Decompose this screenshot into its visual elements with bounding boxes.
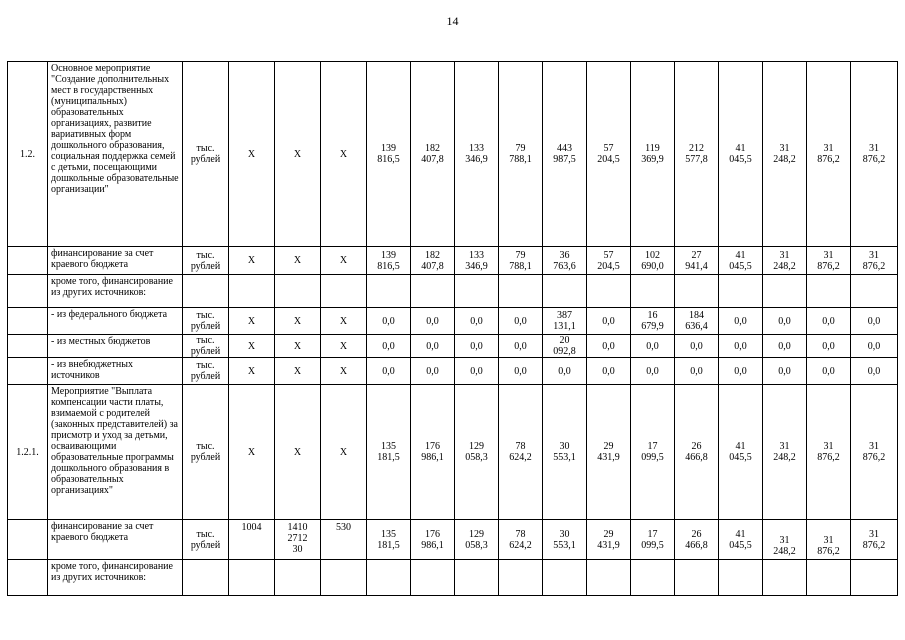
year-value-cell (411, 62, 455, 247)
year-value-cell (543, 335, 587, 358)
year-value-cell (367, 308, 411, 335)
code-expense-cell-text: X (339, 365, 348, 377)
code-target-cell (275, 385, 321, 520)
code-section-cell-text: X (247, 255, 256, 266)
year-value-cell-text: 41 045,5 (729, 528, 752, 551)
year-value-cell-text: 41 045,5 (729, 249, 752, 272)
year-value-cell (851, 62, 898, 247)
row-number-cell (8, 520, 48, 560)
table-row (8, 62, 898, 247)
year-value-cell-text: 0,0 (602, 340, 615, 352)
year-value-cell-text: 182 407,8 (421, 249, 444, 272)
year-value-cell (851, 560, 898, 596)
year-value-cell (763, 520, 807, 560)
code-target-cell-text: X (293, 315, 302, 327)
code-expense-cell-text: X (339, 255, 348, 266)
year-value-cell (455, 62, 499, 247)
year-value-cell-text: 41 045,5 (729, 441, 752, 463)
year-value-cell-text: 129 058,3 (465, 441, 488, 463)
code-section-cell-text: X (247, 340, 256, 352)
code-expense-cell (321, 560, 367, 596)
code-section-cell (229, 560, 275, 596)
year-value-cell (543, 62, 587, 247)
row-name-cell (48, 247, 183, 275)
unit-cell (183, 308, 229, 335)
year-value-cell (719, 62, 763, 247)
year-value-cell (587, 275, 631, 308)
page-number: 14 (446, 14, 459, 28)
year-value-cell (587, 308, 631, 335)
row-name-cell-text: - из местных бюджетов (51, 336, 151, 347)
year-value-cell (763, 275, 807, 308)
year-value-cell (543, 247, 587, 275)
year-value-cell (631, 275, 675, 308)
row-number-cell-text: 1.2.1. (16, 446, 39, 458)
unit-cell-text: тыс. рублей (190, 335, 221, 357)
year-value-cell (763, 308, 807, 335)
year-value-cell (631, 358, 675, 385)
table-row (8, 335, 898, 358)
year-value-cell-text: 31 876,2 (817, 143, 840, 165)
year-value-cell-text: 139 816,5 (377, 143, 400, 165)
year-value-cell-text: 0,0 (822, 340, 835, 352)
code-expense-cell (321, 308, 367, 335)
year-value-cell (851, 520, 898, 560)
year-value-cell-text: 212 577,8 (685, 143, 708, 165)
year-value-cell (587, 335, 631, 358)
year-value-cell-text: 129 058,3 (465, 528, 488, 551)
table-row (8, 275, 898, 308)
year-value-cell (587, 247, 631, 275)
year-value-cell-text: 17 099,5 (641, 441, 664, 463)
row-number-cell (8, 247, 48, 275)
year-value-cell (719, 358, 763, 385)
year-value-cell-text: 176 986,1 (421, 441, 444, 463)
unit-cell (183, 358, 229, 385)
year-value-cell (763, 358, 807, 385)
year-value-cell-text: 176 986,1 (421, 528, 444, 551)
code-target-cell-text: X (293, 446, 302, 458)
year-value-cell-text: 20 092,8 (553, 335, 576, 357)
row-name-cell-text: финансирование за счет краевого бюджета (51, 521, 154, 543)
year-value-cell (543, 560, 587, 596)
code-expense-cell-text: X (339, 446, 348, 458)
code-expense-cell (321, 335, 367, 358)
year-value-cell-text: 57 204,5 (597, 143, 620, 165)
year-value-cell-text: 0,0 (558, 365, 571, 377)
year-value-cell (675, 358, 719, 385)
code-target-cell-text: 1410 2712 30 (287, 522, 308, 555)
year-value-cell-text: 0,0 (778, 365, 791, 377)
year-value-cell-text: 135 181,5 (377, 528, 400, 551)
year-value-cell (851, 358, 898, 385)
code-expense-cell-text: X (339, 340, 348, 352)
year-value-cell (411, 358, 455, 385)
code-section-cell-text: X (247, 365, 256, 377)
year-value-cell (543, 385, 587, 520)
year-value-cell (455, 335, 499, 358)
year-value-cell-text: 387 131,1 (553, 310, 576, 332)
year-value-cell-text: 139 816,5 (377, 249, 400, 272)
year-value-cell-text: 17 099,5 (641, 528, 664, 551)
row-name-cell-text: финансирование за счет краевого бюджета (51, 248, 154, 270)
code-target-cell-text: X (293, 255, 302, 266)
year-value-cell-text: 79 788,1 (509, 143, 532, 165)
year-value-cell-text: 29 431,9 (597, 441, 620, 463)
year-value-cell (719, 247, 763, 275)
year-value-cell (763, 385, 807, 520)
code-section-cell (229, 520, 275, 560)
year-value-cell-text: 36 763,6 (553, 249, 576, 272)
code-target-cell (275, 275, 321, 308)
year-value-cell-text: 31 248,2 (773, 534, 796, 557)
year-value-cell-text: 0,0 (514, 340, 527, 352)
year-value-cell (675, 308, 719, 335)
year-value-cell (455, 560, 499, 596)
year-value-cell-text: 0,0 (734, 365, 747, 377)
year-value-cell (499, 62, 543, 247)
year-value-cell (455, 247, 499, 275)
code-expense-cell (321, 275, 367, 308)
code-target-cell-text: X (293, 365, 302, 377)
year-value-cell (851, 247, 898, 275)
code-section-cell (229, 385, 275, 520)
year-value-cell-text: 0,0 (514, 365, 527, 377)
year-value-cell (807, 358, 851, 385)
year-value-cell (719, 560, 763, 596)
year-value-cell (499, 308, 543, 335)
year-value-cell (763, 335, 807, 358)
row-name-cell (48, 520, 183, 560)
unit-cell-text: тыс. рублей (190, 143, 221, 165)
year-value-cell (455, 385, 499, 520)
year-value-cell (455, 520, 499, 560)
code-section-cell-text: 1004 (241, 522, 262, 533)
year-value-cell (631, 247, 675, 275)
year-value-cell-text: 16 679,9 (641, 310, 664, 332)
year-value-cell-text: 79 788,1 (509, 249, 532, 272)
year-value-cell (763, 560, 807, 596)
year-value-cell-text: 0,0 (470, 365, 483, 377)
year-value-cell (631, 520, 675, 560)
year-value-cell-text: 0,0 (470, 340, 483, 352)
year-value-cell-text: 31 876,2 (862, 143, 886, 165)
year-value-cell-text: 0,0 (646, 340, 659, 352)
year-value-cell (587, 385, 631, 520)
code-target-cell (275, 62, 321, 247)
code-target-cell (275, 335, 321, 358)
year-value-cell-text: 0,0 (470, 315, 483, 327)
row-number-cell (8, 385, 48, 520)
year-value-cell-text: 31 248,2 (773, 143, 796, 165)
table-row (8, 560, 898, 596)
year-value-cell-text: 31 876,2 (862, 249, 886, 272)
year-value-cell-text: 30 553,1 (553, 528, 576, 551)
code-target-cell (275, 560, 321, 596)
year-value-cell-text: 0,0 (426, 315, 439, 327)
unit-cell-text: тыс. рублей (190, 360, 221, 382)
year-value-cell (455, 275, 499, 308)
year-value-cell (455, 358, 499, 385)
unit-cell-text: тыс. рублей (190, 528, 221, 551)
code-section-cell (229, 308, 275, 335)
year-value-cell (499, 275, 543, 308)
year-value-cell (807, 385, 851, 520)
code-expense-cell-text: X (339, 315, 348, 327)
unit-cell (183, 62, 229, 247)
year-value-cell (675, 560, 719, 596)
code-target-cell-text: X (293, 148, 302, 160)
table-row (8, 247, 898, 275)
year-value-cell (807, 275, 851, 308)
row-name-cell-text: Основное мероприятие "Создание дополнительных мест в государственных (муниципальных) образовательных организациях, развитие вариативных форм дошкольного образования, социальная поддержка семей с детьми, посещающими дошкольные образовательные организации" (51, 63, 179, 195)
year-value-cell (411, 385, 455, 520)
year-value-cell-text: 29 431,9 (597, 528, 620, 551)
code-expense-cell (321, 62, 367, 247)
row-name-cell (48, 385, 183, 520)
code-expense-cell (321, 520, 367, 560)
year-value-cell (367, 385, 411, 520)
year-value-cell (719, 335, 763, 358)
year-value-cell (631, 62, 675, 247)
code-expense-cell (321, 247, 367, 275)
year-value-cell (719, 385, 763, 520)
row-number-cell (8, 335, 48, 358)
row-number-cell-text: 1.2. (20, 148, 35, 160)
unit-cell (183, 335, 229, 358)
year-value-cell (499, 335, 543, 358)
row-name-cell (48, 275, 183, 308)
unit-cell-text: тыс. рублей (190, 310, 221, 332)
year-value-cell-text: 0,0 (867, 315, 881, 327)
unit-cell-text: тыс. рублей (190, 441, 221, 463)
code-section-cell (229, 247, 275, 275)
code-expense-cell-text: X (339, 148, 348, 160)
year-value-cell (411, 520, 455, 560)
year-value-cell-text: 0,0 (426, 340, 439, 352)
year-value-cell (719, 308, 763, 335)
year-value-cell-text: 31 248,2 (773, 441, 796, 463)
year-value-cell (411, 308, 455, 335)
year-value-cell (587, 520, 631, 560)
year-value-cell (631, 560, 675, 596)
year-value-cell (543, 520, 587, 560)
year-value-cell (411, 247, 455, 275)
year-value-cell-text: 0,0 (690, 340, 703, 352)
year-value-cell-text: 78 624,2 (509, 528, 532, 551)
table-row (8, 308, 898, 335)
year-value-cell (367, 275, 411, 308)
year-value-cell-text: 31 876,2 (817, 534, 840, 557)
year-value-cell (499, 560, 543, 596)
unit-cell (183, 560, 229, 596)
year-value-cell (367, 520, 411, 560)
table-row (8, 385, 898, 520)
year-value-cell-text: 0,0 (867, 365, 881, 377)
year-value-cell (499, 247, 543, 275)
year-value-cell-text: 102 690,0 (641, 249, 664, 272)
year-value-cell (587, 560, 631, 596)
row-name-cell-text: кроме того, финансирование из других источников: (51, 276, 173, 298)
year-value-cell-text: 30 553,1 (553, 441, 576, 463)
year-value-cell (719, 520, 763, 560)
year-value-cell-text: 26 466,8 (685, 528, 708, 551)
year-value-cell-text: 0,0 (382, 365, 395, 377)
year-value-cell (675, 385, 719, 520)
year-value-cell (807, 62, 851, 247)
year-value-cell-text: 0,0 (822, 315, 835, 327)
code-section-cell-text: X (247, 148, 256, 160)
year-value-cell-text: 443 987,5 (553, 143, 576, 165)
year-value-cell-text: 119 369,9 (641, 143, 664, 165)
code-section-cell (229, 335, 275, 358)
table-row (8, 358, 898, 385)
year-value-cell (367, 335, 411, 358)
year-value-cell (543, 308, 587, 335)
year-value-cell (631, 308, 675, 335)
year-value-cell-text: 57 204,5 (597, 249, 620, 272)
year-value-cell (851, 308, 898, 335)
unit-cell (183, 275, 229, 308)
year-value-cell (631, 385, 675, 520)
year-value-cell (807, 335, 851, 358)
row-number-cell (8, 275, 48, 308)
year-value-cell (719, 275, 763, 308)
year-value-cell (411, 275, 455, 308)
row-name-cell (48, 358, 183, 385)
row-number-cell (8, 560, 48, 596)
code-section-cell (229, 275, 275, 308)
year-value-cell (367, 560, 411, 596)
year-value-cell-text: 0,0 (778, 315, 791, 327)
year-value-cell (807, 308, 851, 335)
year-value-cell-text: 31 876,2 (817, 441, 840, 463)
year-value-cell-text: 0,0 (602, 315, 615, 327)
unit-cell-text: тыс. рублей (190, 249, 221, 272)
code-section-cell-text: X (247, 446, 256, 458)
year-value-cell (675, 520, 719, 560)
year-value-cell-text: 133 346,9 (465, 143, 488, 165)
year-value-cell-text: 0,0 (382, 340, 395, 352)
year-value-cell-text: 0,0 (822, 365, 835, 377)
year-value-cell (675, 62, 719, 247)
unit-cell (183, 247, 229, 275)
code-target-cell (275, 520, 321, 560)
row-number-cell (8, 62, 48, 247)
year-value-cell (807, 247, 851, 275)
year-value-cell (367, 358, 411, 385)
year-value-cell-text: 184 636,4 (685, 310, 708, 332)
year-value-cell (543, 358, 587, 385)
year-value-cell-text: 0,0 (690, 365, 703, 377)
row-name-cell-text: кроме того, финансирование из других источников: (51, 561, 173, 583)
code-target-cell (275, 358, 321, 385)
program-finance-table (7, 61, 898, 596)
year-value-cell-text: 0,0 (778, 340, 791, 352)
unit-cell (183, 520, 229, 560)
year-value-cell-text: 0,0 (426, 365, 439, 377)
year-value-cell (807, 520, 851, 560)
year-value-cell (851, 275, 898, 308)
year-value-cell-text: 31 876,2 (817, 249, 840, 272)
row-name-cell (48, 335, 183, 358)
year-value-cell-text: 182 407,8 (421, 143, 444, 165)
year-value-cell (499, 385, 543, 520)
code-target-cell (275, 308, 321, 335)
year-value-cell-text: 0,0 (646, 365, 659, 377)
row-name-cell-text: - из федерального бюджета (51, 309, 168, 320)
code-expense-cell (321, 385, 367, 520)
table-row (8, 520, 898, 560)
year-value-cell (675, 335, 719, 358)
year-value-cell (455, 308, 499, 335)
year-value-cell-text: 31 876,2 (862, 528, 886, 551)
year-value-cell-text: 41 045,5 (729, 143, 752, 165)
year-value-cell-text: 0,0 (602, 365, 615, 377)
year-value-cell (675, 247, 719, 275)
year-value-cell-text: 0,0 (514, 315, 527, 327)
year-value-cell-text: 135 181,5 (377, 441, 400, 463)
row-name-cell (48, 308, 183, 335)
year-value-cell (411, 560, 455, 596)
row-name-cell-text: - из внебюджетных источников (51, 359, 133, 381)
row-number-cell (8, 308, 48, 335)
year-value-cell-text: 26 466,8 (685, 441, 708, 463)
code-target-cell-text: X (293, 340, 302, 352)
year-value-cell (587, 62, 631, 247)
year-value-cell (851, 335, 898, 358)
unit-cell (183, 385, 229, 520)
year-value-cell-text: 0,0 (867, 340, 881, 352)
year-value-cell-text: 78 624,2 (509, 441, 532, 463)
year-value-cell (367, 247, 411, 275)
code-section-cell (229, 358, 275, 385)
year-value-cell-text: 133 346,9 (465, 249, 488, 272)
year-value-cell-text: 0,0 (382, 315, 395, 327)
year-value-cell (367, 62, 411, 247)
code-expense-cell-text: 530 (336, 522, 351, 533)
year-value-cell-text: 0,0 (734, 315, 747, 327)
year-value-cell-text: 0,0 (734, 340, 747, 352)
row-number-cell (8, 358, 48, 385)
code-expense-cell (321, 358, 367, 385)
year-value-cell (675, 275, 719, 308)
year-value-cell (763, 62, 807, 247)
code-section-cell (229, 62, 275, 247)
row-name-cell (48, 62, 183, 247)
code-section-cell-text: X (247, 315, 256, 327)
year-value-cell (543, 275, 587, 308)
year-value-cell (499, 520, 543, 560)
year-value-cell (851, 385, 898, 520)
year-value-cell-text: 27 941,4 (685, 249, 708, 272)
year-value-cell-text: 31 248,2 (773, 249, 796, 272)
year-value-cell (631, 335, 675, 358)
year-value-cell (807, 560, 851, 596)
year-value-cell (411, 335, 455, 358)
year-value-cell-text: 31 876,2 (862, 441, 886, 463)
year-value-cell (499, 358, 543, 385)
row-name-cell-text: Мероприятие "Выплата компенсации части платы, взимаемой с родителей (законных представителей) за присмотр и уход за детьми, осваивающими образовательные программы дошкольного образования в образовательных организациях" (51, 386, 178, 496)
code-target-cell (275, 247, 321, 275)
row-name-cell (48, 560, 183, 596)
year-value-cell (587, 358, 631, 385)
year-value-cell (763, 247, 807, 275)
